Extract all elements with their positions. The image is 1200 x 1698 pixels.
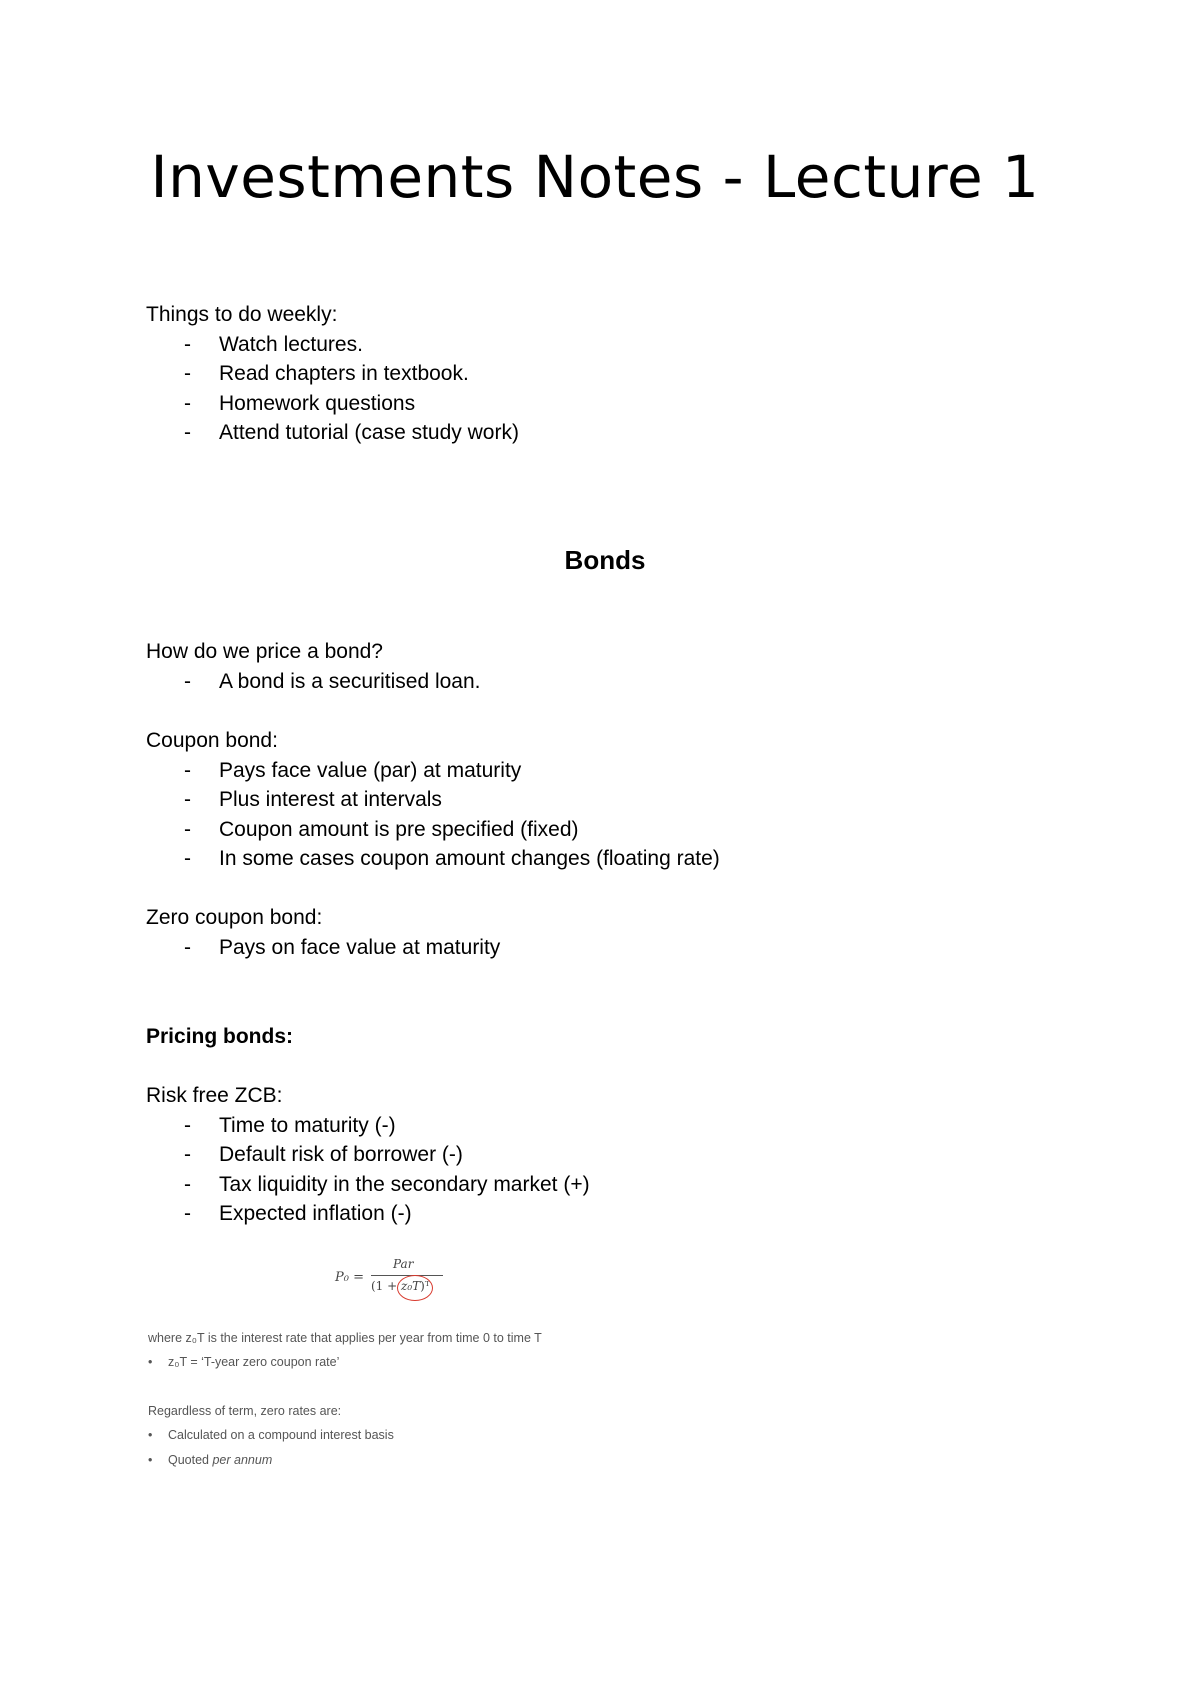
pricing-bonds-section <box>146 1022 1046 1052</box>
list-item: - Default risk of borrower (-) <box>146 1140 1046 1170</box>
list-item: - Tax liquidity in the secondary market (+) <box>146 1170 1046 1200</box>
compound-text: Calculated on a compound interest basis <box>168 1428 394 1442</box>
risk-free-zcb-section <box>146 1081 1046 1229</box>
bullet-dot: • <box>148 1355 153 1369</box>
price-bond-list <box>146 667 1046 697</box>
coupon-bond-list <box>146 756 1046 874</box>
zero-coupon-price-formula <box>335 1255 475 1305</box>
pricing-bonds-heading: Pricing bonds: <box>146 1025 293 1048</box>
list-item: - Homework questions <box>146 389 1046 419</box>
zero-coupon-heading: Zero coupon bond: <box>146 906 323 929</box>
list-item: - Expected inflation (-) <box>146 1199 1046 1229</box>
list-item: - A bond is a securitised loan. <box>146 667 1046 697</box>
bullet-dot: • <box>148 1428 153 1442</box>
list-item: - Time to maturity (-) <box>146 1111 1046 1141</box>
coupon-bond-heading: Coupon bond: <box>146 729 278 752</box>
list-item: - Pays face value (par) at maturity <box>146 756 1046 786</box>
risk-free-zcb-heading: Risk free ZCB: <box>146 1084 283 1107</box>
denominator-var: z₀T <box>401 1279 421 1293</box>
list-item: - Attend tutorial (case study work) <box>146 418 1046 448</box>
zero-coupon-list <box>146 933 1046 963</box>
list-item: - Read chapters in textbook. <box>146 359 1046 389</box>
compound-bullet <box>148 1427 394 1443</box>
bonds-heading: Bonds <box>564 545 646 575</box>
weekly-heading: Things to do weekly: <box>146 303 338 326</box>
list-item: - Coupon amount is pre specified (fixed) <box>146 815 1046 845</box>
quoted-text: Quoted <box>168 1453 213 1467</box>
list-item: - In some cases coupon amount changes (floating rate) <box>146 844 1046 874</box>
denominator-open: (1 + <box>371 1279 401 1293</box>
coupon-bond-section <box>146 726 1046 874</box>
per-annum-bullet <box>148 1452 272 1468</box>
price-bond-section <box>146 637 1046 696</box>
regardless-line: Regardless of term, zero rates are: <box>148 1404 342 1418</box>
denominator-close: )ᵀ <box>420 1279 430 1293</box>
slide-snippet <box>148 1255 708 1475</box>
list-item: - Watch lectures. <box>146 330 1046 360</box>
where-line: where z₀T is the interest rate that applies per year from time 0 to time T <box>148 1331 542 1345</box>
price-bond-heading: How do we price a bond? <box>146 640 383 663</box>
list-item: - Pays on face value at maturity <box>146 933 1046 963</box>
risk-free-zcb-list <box>146 1111 1046 1229</box>
page-title: Investments Notes - Lecture 1 <box>150 143 1040 211</box>
formula-lhs: P₀ = <box>335 1270 364 1285</box>
red-circle-annotation <box>397 1275 433 1301</box>
zero-coupon-section <box>146 903 1046 962</box>
definition-bullet <box>148 1354 339 1370</box>
weekly-section <box>146 300 1046 448</box>
formula-numerator: Par <box>393 1257 414 1271</box>
weekly-list <box>146 330 1046 448</box>
bullet-dot: • <box>148 1453 153 1467</box>
definition-text: z₀T = ‘T-year zero coupon rate’ <box>168 1355 340 1369</box>
per-annum-text: per annum <box>212 1453 273 1467</box>
list-item: - Plus interest at intervals <box>146 785 1046 815</box>
